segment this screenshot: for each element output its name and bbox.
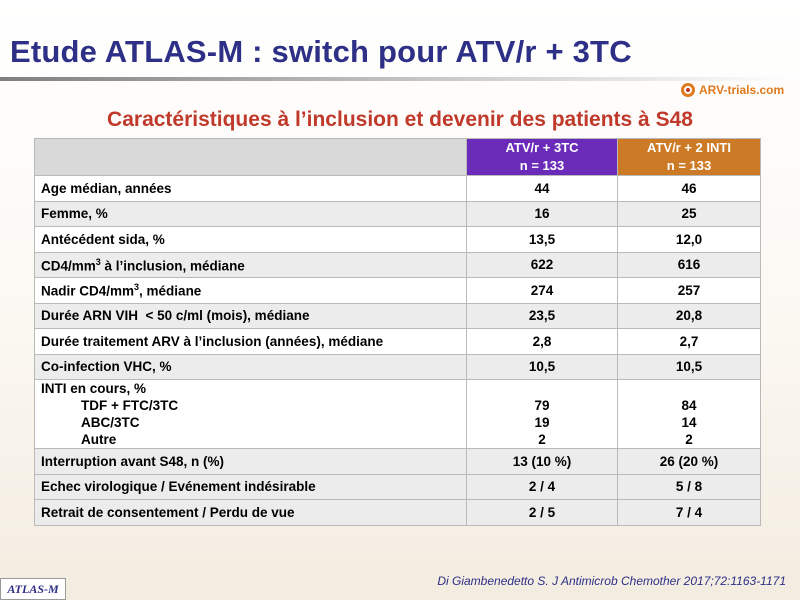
row-label-text: Nadir CD4/mm: [41, 283, 135, 299]
value-atv-2inti: 46: [618, 176, 761, 202]
header-atv-3tc: [467, 139, 618, 176]
row-label: Age médian, années: [35, 176, 467, 202]
table-row: [35, 329, 761, 355]
table-row: [35, 252, 761, 278]
row-label-suffix: , médiane: [139, 283, 202, 299]
table-header-row: [35, 139, 761, 176]
superscript: 3: [134, 282, 140, 292]
inti-item-label: TDF + FTC/3TC: [81, 398, 179, 413]
inti-label: INTI en cours, %: [41, 381, 147, 396]
study-tag: ATLAS-M: [0, 578, 66, 600]
header-blank-cell: [35, 139, 467, 176]
row-label: Durée ARN VIH < 50 c/ml (mois), médiane: [35, 303, 467, 329]
value-atv-2inti: 2,7: [618, 329, 761, 355]
citation: Di Giambenedetto S. J Antimicrob Chemother 2017;72:1163-1171: [437, 574, 786, 588]
value-atv-2inti: 10,5: [618, 354, 761, 380]
logo-text: ARV-trials.com: [699, 83, 785, 97]
value-atv-2inti: 5 / 8: [618, 474, 761, 500]
table-row: [35, 201, 761, 227]
table-row: [35, 227, 761, 253]
row-label: [35, 278, 467, 304]
value-atv-2inti: 84: [681, 398, 697, 413]
row-label: Durée traitement ARV à l’inclusion (années), médiane: [35, 329, 467, 355]
value-atv-3tc: 622: [467, 252, 618, 278]
value-atv-3tc: 23,5: [467, 303, 618, 329]
superscript: 3: [95, 256, 101, 267]
value-atv-2inti: 26 (20 %): [618, 449, 761, 475]
value-atv-2inti: 616: [618, 252, 761, 278]
row-label: [35, 252, 467, 278]
value-atv-3tc: 2,8: [467, 329, 618, 355]
value-atv-3tc: 2 / 5: [467, 500, 618, 526]
value-atv-3tc: 2 / 4: [467, 474, 618, 500]
value-atv-3tc: 44: [467, 176, 618, 202]
value-atv-3tc: 2: [538, 432, 546, 447]
arv-trials-logo: [680, 82, 784, 98]
value-atv-2inti: 2: [685, 432, 693, 447]
inti-label-cell: [35, 380, 467, 449]
table-row-inti: [35, 380, 761, 449]
value-atv-2inti: 14: [681, 415, 697, 430]
patient-characteristics-table: [34, 138, 761, 526]
value-atv-3tc: 19: [534, 415, 550, 430]
table-row: [35, 303, 761, 329]
value-atv-2inti: 257: [618, 278, 761, 304]
header-atv-2inti-name: ATV/r + 2 INTI: [647, 140, 731, 155]
value-atv-3tc: 13,5: [467, 227, 618, 253]
inti-item-label: Autre: [81, 432, 117, 447]
row-label-text: CD4/mm: [41, 258, 96, 273]
value-atv-2inti: 20,8: [618, 303, 761, 329]
table-row: [35, 500, 761, 526]
row-label: Co-infection VHC, %: [35, 354, 467, 380]
row-label: Echec virologique / Evénement indésirable: [35, 474, 467, 500]
value-atv-2inti: 12,0: [618, 227, 761, 253]
table-row: [35, 449, 761, 475]
value-atv-3tc: 79: [534, 398, 550, 413]
arv-logo-icon: [680, 82, 696, 98]
table-row: [35, 176, 761, 202]
row-label: Retrait de consentement / Perdu de vue: [35, 500, 467, 526]
value-atv-3tc: 16: [467, 201, 618, 227]
slide-subtitle: Caractéristiques à l’inclusion et devenir des patients à S48: [107, 108, 693, 131]
header-atv-3tc-name: ATV/r + 3TC: [505, 140, 579, 155]
value-atv-2inti: 7 / 4: [618, 500, 761, 526]
value-atv-3tc: 10,5: [467, 354, 618, 380]
row-label: Antécédent sida, %: [35, 227, 467, 253]
header-atv-2inti-n: n = 133: [666, 158, 712, 173]
value-atv-2inti: 25: [618, 201, 761, 227]
inti-values-atv-2inti: [618, 380, 761, 449]
header-atv-3tc-n: n = 133: [519, 158, 565, 173]
row-label: Femme, %: [35, 201, 467, 227]
table-row: [35, 474, 761, 500]
value-atv-3tc: 13 (10 %): [467, 449, 618, 475]
row-label-suffix: à l’inclusion, médiane: [100, 258, 245, 273]
table-row: [35, 354, 761, 380]
row-label: Interruption avant S48, n (%): [35, 449, 467, 475]
table-row: [35, 278, 761, 304]
value-atv-3tc: 274: [467, 278, 618, 304]
slide-title: Etude ATLAS-M : switch pour ATV/r + 3TC: [10, 34, 632, 69]
title-divider: [0, 77, 800, 81]
inti-item-label: ABC/3TC: [81, 415, 140, 430]
header-atv-2inti: [618, 139, 761, 176]
inti-values-atv-3tc: [467, 380, 618, 449]
